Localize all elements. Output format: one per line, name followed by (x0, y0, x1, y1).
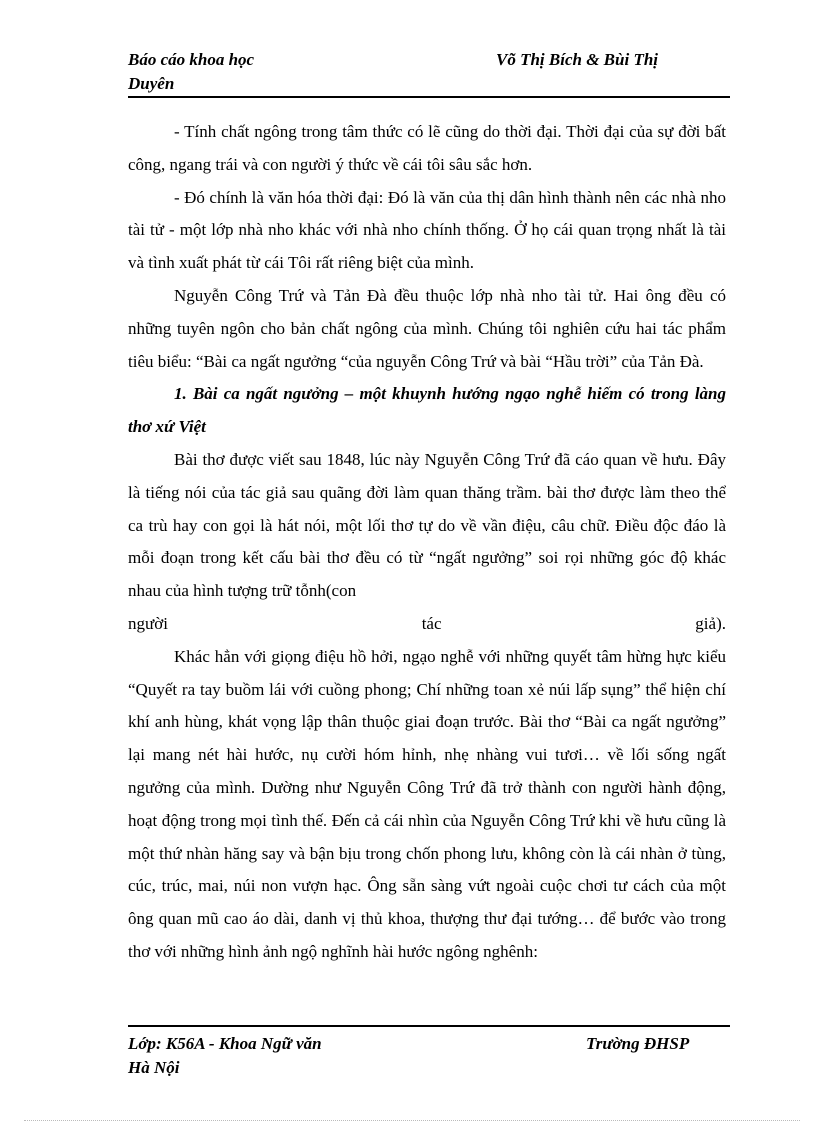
paragraph-1: - Tính chất ngông trong tâm thức có lẽ cũng do thời đại. Thời đại của sự đời bất công, ngang trái và con người ý thức về cái tôi sâu sắc hơn. (128, 122, 726, 174)
header-report-type: Báo cáo khoa học (128, 50, 255, 69)
page-bottom-border (24, 1120, 800, 1121)
header-authors-continued: Duyên (128, 74, 175, 93)
footer-class: Lớp: K56A - Khoa Ngữ văn (128, 1034, 322, 1053)
footer-rule (128, 1025, 730, 1027)
paragraph-4-tail (128, 608, 726, 641)
document-body (128, 116, 726, 969)
paragraph-4: Bài thơ được viết sau 1848, lúc này Nguyễn Công Trứ đã cáo quan về hưu. Đây là tiếng nói của tác giả sau quãng đời làm quan thăng trầm. bài thơ được làm theo thể ca trù hay con gọi là hát nói, một lối thơ tự do về vần điệu, câu chữ. Điều độc đáo là mỗi đoạn trong kết cấu bài thơ đều có từ “ngất ngưởng” soi rọi những góc độ khác nhau của hình tượng trữ tỗnh(con (128, 449, 726, 601)
header-authors: Võ Thị Bích & Bùi Thị (496, 50, 659, 69)
paragraph-5: Khác hẳn với giọng điệu hồ hởi, ngạo nghễ với những quyết tâm hừng hực kiểu “Quyết ra tay buồm lái với cuồng phong; Chí những toan xẻ núi lấp sụng” thể hiện chí khí anh hùng, khát vọng lập thân thuộc giai đoạn trước. Bài thơ “Bài ca ngất ngưởng” lại mang nét hài hước, nụ cười hóm hỉnh, nhẹ nhàng vui tươi… về lối sống ngất ngưởng của mình. Dường như Nguyễn Công Trứ đã trở thành con người hành động, hoạt động trong mọi tình thế. Đến cả cái nhìn của Nguyễn Công Trứ khi về hưu cũng là một thứ nhàn hăng say và bận bịu trong chốn phong lưu, không còn là cái nhàn ở tùng, cúc, trúc, mai, núi non vượn hạc. Ông sẵn sàng vứt ngoài cuộc chơi tư cách của một ông quan mũ cao áo dài, danh vị thủ khoa, thượng thư đại tướng… để bước vào trong thơ với những hình ảnh ngộ nghĩnh hài hước ngông nghênh: (128, 646, 726, 961)
tail-word-3: giả). (695, 613, 726, 633)
paragraph-2: - Đó chính là văn hóa thời đại: Đó là văn của thị dân hình thành nên các nhà nho tài tử - một lớp nhà nho khác với nhà nho chính thống. Ở họ cái quan trọng nhất là tài và tình xuất phát từ cái Tôi rất riêng biệt của mình. (128, 187, 726, 273)
tail-word-2: tác (421, 613, 442, 633)
footer-city: Hà Nội (128, 1058, 180, 1077)
paragraph-3: Nguyễn Công Trứ và Tản Đà đều thuộc lớp nhà nho tài tử. Hai ông đều có những tuyên ngôn cho bản chất ngông của mình. Chúng tôi nghiên cứu hai tác phẩm tiêu biểu: “Bài ca ngất ngưởng “của nguyễn Công Trứ và bài “Hầu trời” của Tản Đà. (128, 285, 726, 371)
header-rule (128, 96, 730, 98)
footer-school: Trường ĐHSP (586, 1034, 690, 1053)
tail-word-1: người (128, 613, 168, 633)
section-heading: 1. Bài ca ngất ngưởng – một khuynh hướng ngạo nghễ hiếm có trong làng thơ xứ Việt (128, 384, 726, 437)
